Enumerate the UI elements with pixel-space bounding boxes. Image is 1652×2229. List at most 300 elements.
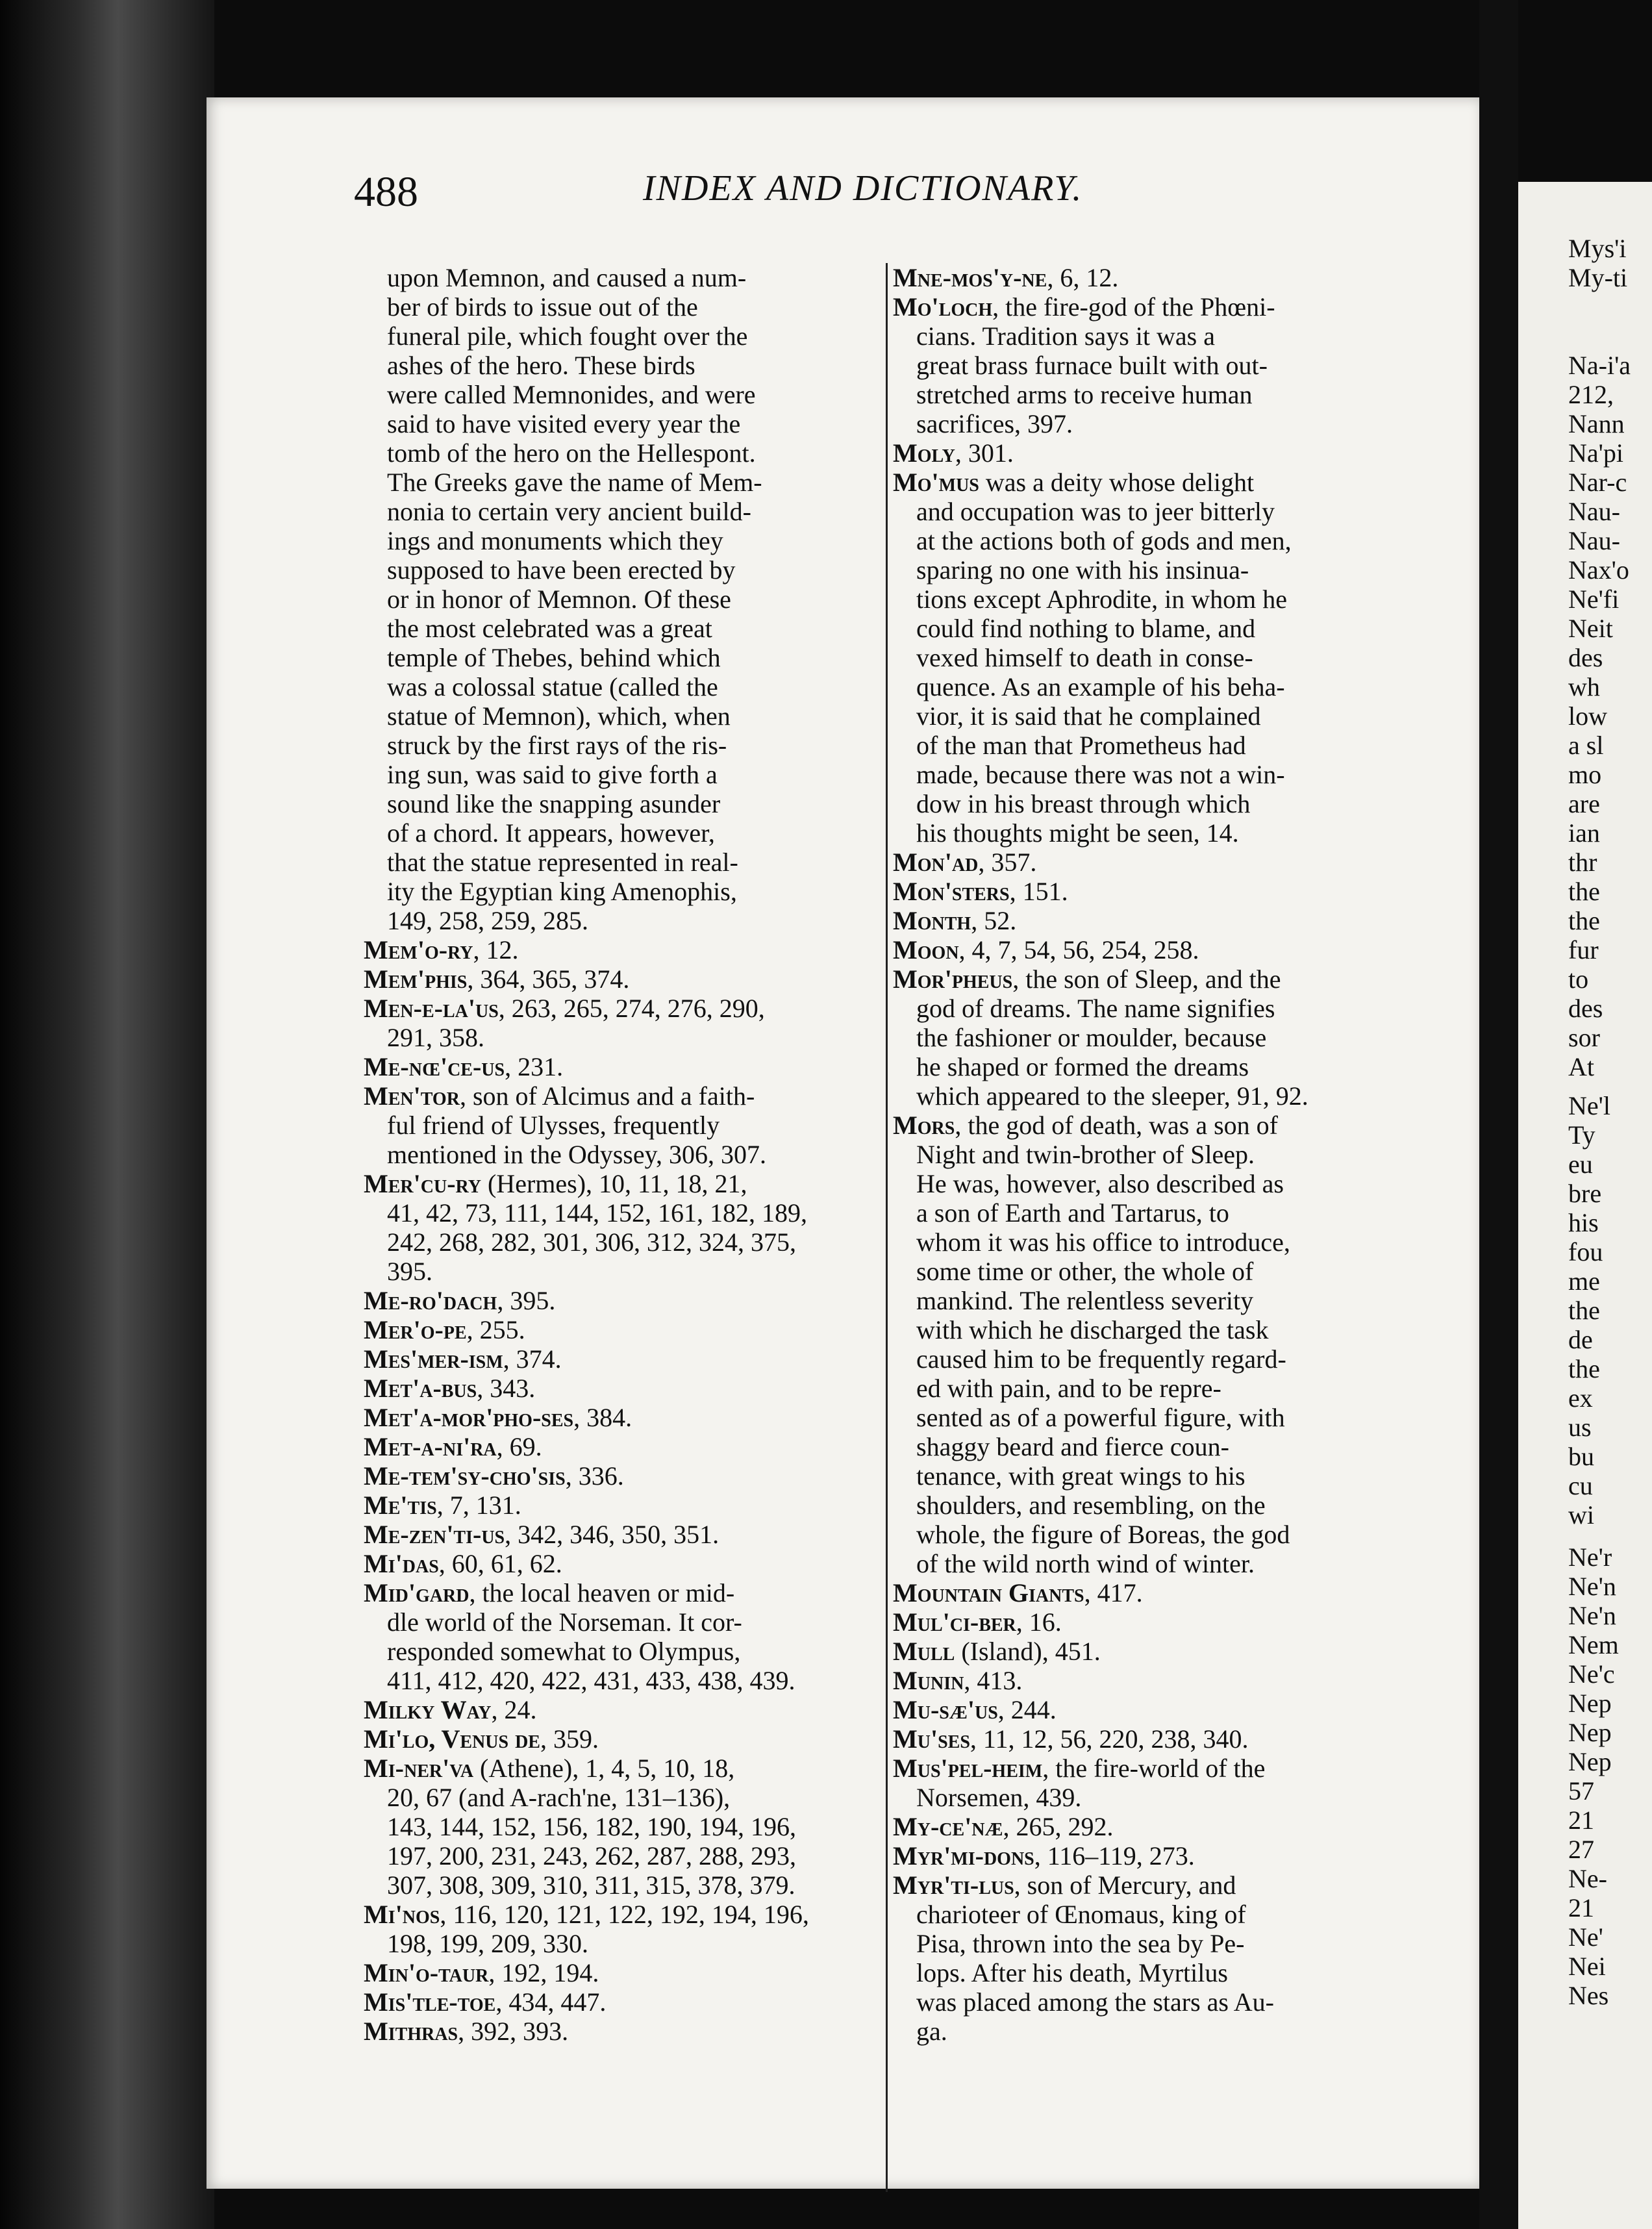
index-line: [893, 818, 1412, 848]
entry-text: that the statue represented in real-: [387, 848, 738, 877]
index-line: [364, 1607, 870, 1637]
entry-text: , 336.: [565, 1461, 624, 1491]
index-line: [364, 585, 870, 614]
entry-text: , 392, 393.: [458, 2017, 569, 2046]
entry-text: , the fire-god of the Phœni-: [992, 292, 1275, 321]
index-line: [364, 789, 870, 818]
index-entry: [893, 263, 1412, 292]
entry-text: stretched arms to receive human: [916, 380, 1253, 409]
facing-page-fragment: Nem: [1568, 1630, 1619, 1659]
index-entry: [893, 292, 1412, 321]
index-entry: [364, 1169, 870, 1198]
index-line: [893, 351, 1412, 380]
entry-text: dow in his breast through which: [916, 789, 1251, 818]
facing-page-fragment: me: [1568, 1266, 1600, 1296]
entry-text: , 359.: [540, 1724, 599, 1754]
entry-text: 307, 308, 309, 310, 311, 315, 378, 379.: [387, 1870, 795, 1900]
facing-page-fragment: Nax'o: [1568, 555, 1629, 585]
index-line: [893, 1461, 1412, 1491]
index-line: [893, 409, 1412, 438]
index-line: [364, 906, 870, 935]
index-line: [364, 731, 870, 760]
entry-text: The Greeks gave the name of Mem-: [387, 468, 762, 497]
book-spine-shadow: [0, 0, 214, 2229]
entry-headword: Me-zen'ti-us: [364, 1520, 505, 1549]
index-line: [364, 526, 870, 555]
entry-headword: Mu-sæ'us: [893, 1695, 998, 1724]
index-line: [364, 380, 870, 409]
entry-headword: Mul'ci-ber: [893, 1607, 1016, 1637]
index-line: [893, 1052, 1412, 1081]
facing-page-fragment: Ne'l: [1568, 1091, 1610, 1120]
entry-headword: Mi-ner'va: [364, 1754, 474, 1783]
index-entry: [364, 1315, 870, 1344]
entry-text: 41, 42, 73, 111, 144, 152, 161, 182, 189,: [387, 1198, 808, 1228]
entry-text: or in honor of Memnon. Of these: [387, 585, 731, 614]
index-entry: [364, 1695, 870, 1724]
entry-text: which appeared to the sleeper, 91, 92.: [916, 1081, 1308, 1111]
entry-text: ashes of the hero. These birds: [387, 351, 695, 380]
entry-text: (Hermes), 10, 11, 18, 21,: [481, 1169, 747, 1198]
entry-headword: Mountain Giants: [893, 1578, 1084, 1607]
entry-headword: Met'a-mor'pho-ses: [364, 1403, 574, 1432]
facing-page-fragment: cu: [1568, 1471, 1593, 1500]
index-line: [893, 1344, 1412, 1374]
entry-text: , 52.: [971, 906, 1017, 935]
facing-page-fragment: the: [1568, 877, 1600, 906]
entry-text: ber of birds to issue out of the: [387, 292, 698, 321]
entry-text: upon Memnon, and caused a num-: [387, 263, 747, 292]
entry-headword: Mid'gard: [364, 1578, 469, 1607]
entry-text: whole, the figure of Boreas, the god: [916, 1520, 1290, 1549]
index-line: [364, 263, 870, 292]
entry-text: was a deity whose delight: [979, 468, 1255, 497]
index-line: [893, 1520, 1412, 1549]
entry-headword: Mo'mus: [893, 468, 979, 497]
index-line: [893, 994, 1412, 1023]
page-number: 488: [354, 168, 418, 216]
facing-page-fragment: the: [1568, 1296, 1600, 1325]
entry-text: sparing no one with his insinua-: [916, 555, 1249, 585]
entry-text: , 60, 61, 62.: [438, 1549, 562, 1578]
facing-page-fragment: Nann: [1568, 409, 1625, 438]
entry-text: quence. As an example of his beha-: [916, 672, 1285, 701]
index-line: [893, 1257, 1412, 1286]
entry-text: the most celebrated was a great: [387, 614, 712, 643]
entry-text: ings and monuments which they: [387, 526, 723, 555]
entry-text: said to have visited every year the: [387, 409, 741, 438]
index-line: [893, 1169, 1412, 1198]
index-line: [893, 1374, 1412, 1403]
entry-text: cians. Tradition says it was a: [916, 321, 1215, 351]
facing-page-fragment: sor: [1568, 1023, 1600, 1052]
index-line: [364, 1111, 870, 1140]
entry-headword: Milky Way: [364, 1695, 492, 1724]
facing-page-fragment: 21: [1568, 1806, 1594, 1835]
entry-text: sacrifices, 397.: [916, 409, 1073, 438]
index-line: [364, 1257, 870, 1286]
entry-text: a son of Earth and Tartarus, to: [916, 1198, 1229, 1228]
index-line: [893, 1432, 1412, 1461]
facing-page-fragment: Ne'n: [1568, 1601, 1616, 1630]
entry-headword: Met-a-ni'ra: [364, 1432, 497, 1461]
entry-text: were called Memnonides, and were: [387, 380, 756, 409]
index-line: [893, 585, 1412, 614]
entry-headword: Munin: [893, 1666, 964, 1695]
entry-text: , 151.: [1009, 877, 1068, 906]
entry-headword: Met'a-bus: [364, 1374, 477, 1403]
entry-text: , 69.: [496, 1432, 542, 1461]
index-line: [893, 614, 1412, 643]
facing-page-fragment: ian: [1568, 818, 1600, 848]
index-column-left: [364, 263, 870, 2046]
index-line: [364, 760, 870, 789]
entry-headword: Me-nœ'ce-us: [364, 1052, 505, 1081]
entry-text: mankind. The relentless severity: [916, 1286, 1254, 1315]
index-entry: [364, 1491, 870, 1520]
index-line: [364, 1666, 870, 1695]
index-entry: [893, 877, 1412, 906]
facing-page-fragment: eu: [1568, 1150, 1593, 1179]
facing-page-fragment: des: [1568, 994, 1603, 1023]
entry-headword: Mor'pheus: [893, 964, 1013, 994]
index-line: [364, 497, 870, 526]
index-line: [893, 2017, 1412, 2046]
index-line: [364, 1023, 870, 1052]
entry-text: , 11, 12, 56, 220, 238, 340.: [970, 1724, 1249, 1754]
index-entry: [364, 1754, 870, 1783]
entry-text: vexed himself to death in conse-: [916, 643, 1253, 672]
entry-text: shaggy beard and fierce coun-: [916, 1432, 1229, 1461]
index-entry: [364, 1052, 870, 1081]
entry-headword: Me'tis: [364, 1491, 437, 1520]
entry-text: Norsemen, 439.: [916, 1783, 1082, 1812]
entry-headword: Mer'cu-ry: [364, 1169, 481, 1198]
index-entry: [364, 1432, 870, 1461]
index-line: [364, 438, 870, 468]
entry-text: god of dreams. The name signifies: [916, 994, 1275, 1023]
index-entry: [893, 1695, 1412, 1724]
index-entry: [893, 1111, 1412, 1140]
entry-text: responded somewhat to Olympus,: [387, 1637, 741, 1666]
index-entry: [364, 994, 870, 1023]
index-line: [893, 555, 1412, 585]
entry-text: , 343.: [477, 1374, 536, 1403]
entry-text: with which he discharged the task: [916, 1315, 1269, 1344]
facing-page-fragment: thr: [1568, 848, 1597, 877]
entry-text: , 7, 131.: [436, 1491, 521, 1520]
entry-text: he shaped or formed the dreams: [916, 1052, 1249, 1081]
entry-headword: Mus'pel-heim: [893, 1754, 1043, 1783]
index-entry: [364, 2017, 870, 2046]
entry-text: Night and twin-brother of Sleep.: [916, 1140, 1255, 1169]
facing-page-fragment: At: [1568, 1052, 1594, 1081]
index-entry: [893, 848, 1412, 877]
entry-text: statue of Memnon), which, when: [387, 701, 731, 731]
index-line: [364, 1228, 870, 1257]
entry-text: at the actions both of gods and men,: [916, 526, 1292, 555]
entry-text: 198, 199, 209, 330.: [387, 1929, 588, 1958]
entry-headword: Month: [893, 906, 971, 935]
entry-text: 20, 67 (and A-rach'ne, 131–136),: [387, 1783, 731, 1812]
facing-page-fragment: Na'pi: [1568, 438, 1623, 468]
index-entry: [893, 1754, 1412, 1783]
index-line: [893, 1228, 1412, 1257]
facing-page-fragment: 27: [1568, 1835, 1594, 1864]
index-line: [364, 1929, 870, 1958]
entry-text: of a chord. It appears, however,: [387, 818, 715, 848]
index-entry: [893, 906, 1412, 935]
facing-page-fragment: Nau-: [1568, 497, 1620, 526]
entry-text: 143, 144, 152, 156, 182, 190, 194, 196,: [387, 1812, 796, 1841]
entry-text: , 364, 365, 374.: [467, 964, 630, 994]
facing-page-fragment: the: [1568, 1354, 1600, 1383]
entry-headword: Mi'nos: [364, 1900, 440, 1929]
index-entry: [364, 1549, 870, 1578]
entry-headword: Moon: [893, 935, 959, 964]
index-line: [364, 848, 870, 877]
facing-page-fragment: the: [1568, 906, 1600, 935]
index-entry: [364, 1958, 870, 1987]
entry-text: 242, 268, 282, 301, 306, 312, 324, 375,: [387, 1228, 796, 1257]
page-gutter: [1479, 0, 1518, 2229]
index-entry: [364, 1403, 870, 1432]
facing-page-fragment: Ne'r: [1568, 1543, 1612, 1572]
index-line: [364, 292, 870, 321]
entry-text: , 116–119, 273.: [1034, 1841, 1195, 1870]
facing-page-fragment: 21: [1568, 1893, 1594, 1922]
entry-text: tions except Aphrodite, in whom he: [916, 585, 1288, 614]
index-entry: [364, 1344, 870, 1374]
index-line: [893, 1929, 1412, 1958]
index-entry: [364, 1374, 870, 1403]
entry-headword: Mull: [893, 1637, 955, 1666]
index-entry: [893, 1637, 1412, 1666]
entry-text: shoulders, and resembling, on the: [916, 1491, 1266, 1520]
index-entry: [893, 438, 1412, 468]
facing-page-fragment: mo: [1568, 760, 1602, 789]
entry-headword: Me-ro'dach: [364, 1286, 497, 1315]
facing-page-fragment: to: [1568, 964, 1589, 994]
entry-headword: Mo'loch: [893, 292, 993, 321]
entry-text: 197, 200, 231, 243, 262, 287, 288, 293,: [387, 1841, 796, 1870]
index-line: [893, 1987, 1412, 2017]
index-line: [893, 1958, 1412, 1987]
entry-text: ful friend of Ulysses, frequently: [387, 1111, 720, 1140]
index-column-right: [893, 263, 1412, 2046]
entry-text: nonia to certain very ancient build-: [387, 497, 751, 526]
index-line: [364, 468, 870, 497]
index-entry: [893, 1870, 1412, 1900]
column-rule: [886, 263, 888, 2192]
index-line: [364, 1198, 870, 1228]
index-entry: [364, 1987, 870, 2017]
index-line: [893, 789, 1412, 818]
facing-page-fragment: Ne': [1568, 1922, 1603, 1952]
index-line: [364, 614, 870, 643]
entry-text: ga.: [916, 2017, 947, 2046]
entry-text: charioteer of Œnomaus, king of: [916, 1900, 1246, 1929]
index-line: [364, 1140, 870, 1169]
facing-page-fragment: Neit: [1568, 614, 1613, 643]
facing-page-fragment: Nei: [1568, 1952, 1606, 1981]
index-entry: [893, 1724, 1412, 1754]
entry-text: sound like the snapping asunder: [387, 789, 721, 818]
facing-page-fragment: 212,: [1568, 380, 1614, 409]
index-entry: [893, 935, 1412, 964]
entry-text: , 24.: [491, 1695, 537, 1724]
entry-text: was placed among the stars as Au-: [916, 1987, 1274, 2017]
facing-page-fragment: ex: [1568, 1383, 1593, 1413]
index-entry: [364, 1724, 870, 1754]
entry-text: , 231.: [505, 1052, 564, 1081]
entry-text: , the son of Sleep, and the: [1012, 964, 1281, 994]
index-line: [364, 701, 870, 731]
index-entry: [893, 1578, 1412, 1607]
entry-text: tenance, with great wings to his: [916, 1461, 1245, 1491]
entry-text: , son of Mercury, and: [1014, 1870, 1236, 1900]
entry-headword: Myr'ti-lus: [893, 1870, 1014, 1900]
facing-page-fragment: bre: [1568, 1179, 1602, 1208]
index-entry: [893, 1666, 1412, 1695]
facing-page-fragment: Ne'fi: [1568, 585, 1620, 614]
entry-text: great brass furnace built with out-: [916, 351, 1268, 380]
facing-page-fragment: low: [1568, 701, 1607, 731]
index-line: [364, 643, 870, 672]
index-entry: [893, 1607, 1412, 1637]
index-line: [893, 1549, 1412, 1578]
entry-text: of the man that Prometheus had: [916, 731, 1246, 760]
entry-headword: Mi'lo, Venus de: [364, 1724, 540, 1754]
index-entry: [364, 1520, 870, 1549]
facing-page-fragment: Ne'n: [1568, 1572, 1616, 1601]
index-line: [893, 321, 1412, 351]
index-entry: [364, 1286, 870, 1315]
entry-text: struck by the first rays of the ris-: [387, 731, 727, 760]
entry-text: whom it was his office to introduce,: [916, 1228, 1290, 1257]
entry-headword: Me-tem'sy-cho'sis: [364, 1461, 566, 1491]
facing-page-fragment: Ne-: [1568, 1864, 1607, 1893]
index-line: [364, 409, 870, 438]
entry-headword: Men'tor: [364, 1081, 460, 1111]
index-line: [364, 555, 870, 585]
index-entry: [364, 1900, 870, 1929]
entry-text: , 263, 265, 274, 276, 290,: [498, 994, 765, 1023]
facing-page-fragment: wi: [1568, 1500, 1594, 1530]
facing-page-fragment: Na-i'a: [1568, 351, 1631, 380]
facing-page-fragment: fou: [1568, 1237, 1603, 1266]
facing-page-fragment: are: [1568, 789, 1600, 818]
facing-page-fragment: Nar-c: [1568, 468, 1627, 497]
entry-text: 291, 358.: [387, 1023, 484, 1052]
index-line: [364, 1783, 870, 1812]
entry-headword: Mithras: [364, 2017, 458, 2046]
facing-page-fragment: de: [1568, 1325, 1593, 1354]
facing-page-fragment: wh: [1568, 672, 1600, 701]
index-line: [893, 643, 1412, 672]
entry-text: 411, 412, 420, 422, 431, 433, 438, 439.: [387, 1666, 795, 1695]
entry-text: , 116, 120, 121, 122, 192, 194, 196,: [440, 1900, 809, 1929]
running-head: INDEX AND DICTIONARY.: [643, 168, 1083, 208]
entry-text: , the local heaven or mid-: [469, 1578, 735, 1607]
index-line: [893, 1783, 1412, 1812]
entry-text: He was, however, also described as: [916, 1169, 1284, 1198]
index-entry: [893, 1812, 1412, 1841]
entry-text: , 374.: [503, 1344, 562, 1374]
index-line: [364, 818, 870, 848]
index-entry: [893, 1841, 1412, 1870]
entry-text: 149, 258, 259, 285.: [387, 906, 588, 935]
index-line: [893, 1315, 1412, 1344]
entry-text: ity the Egyptian king Amenophis,: [387, 877, 737, 906]
entry-text: could find nothing to blame, and: [916, 614, 1256, 643]
entry-text: temple of Thebes, behind which: [387, 643, 721, 672]
entry-text: , 395.: [497, 1286, 556, 1315]
entry-headword: Mem'o-ry: [364, 935, 473, 964]
entry-text: and occupation was to jeer bitterly: [916, 497, 1275, 526]
entry-text: , 384.: [573, 1403, 632, 1432]
entry-text: lops. After his death, Myrtilus: [916, 1958, 1228, 1987]
facing-page-fragment: 57: [1568, 1776, 1594, 1806]
facing-page-fragment: Nep: [1568, 1747, 1612, 1776]
facing-page-fragment: fur: [1568, 935, 1599, 964]
entry-headword: Men-e-la'us: [364, 994, 499, 1023]
index-line: [364, 672, 870, 701]
entry-text: , 342, 346, 350, 351.: [505, 1520, 720, 1549]
index-entry: [364, 1081, 870, 1111]
entry-headword: Mors: [893, 1111, 955, 1140]
entry-text: , 413.: [964, 1666, 1023, 1695]
entry-text: supposed to have been erected by: [387, 555, 736, 585]
entry-text: some time or other, the whole of: [916, 1257, 1254, 1286]
index-entry: [364, 935, 870, 964]
index-entry: [364, 964, 870, 994]
index-line: [893, 1403, 1412, 1432]
entry-text: , 301.: [955, 438, 1014, 468]
index-line: [364, 1812, 870, 1841]
index-line: [893, 1140, 1412, 1169]
index-line: [893, 1900, 1412, 1929]
facing-page-fragment: Nau-: [1568, 526, 1620, 555]
entry-text: ing sun, was said to give forth a: [387, 760, 718, 789]
entry-text: funeral pile, which fought over the: [387, 321, 748, 351]
entry-headword: Min'o-taur: [364, 1958, 489, 1987]
entry-headword: Mer'o-pe: [364, 1315, 467, 1344]
index-entry: [364, 1461, 870, 1491]
entry-text: , the fire-world of the: [1042, 1754, 1266, 1783]
entry-text: , 12.: [473, 935, 519, 964]
index-line: [893, 1491, 1412, 1520]
index-line: [893, 701, 1412, 731]
facing-page-fragment: his: [1568, 1208, 1599, 1237]
entry-text: , 357.: [978, 848, 1037, 877]
entry-text: , 265, 292.: [1003, 1812, 1114, 1841]
entry-headword: Mu'ses: [893, 1724, 970, 1754]
index-line: [893, 760, 1412, 789]
index-line: [893, 1023, 1412, 1052]
facing-page-fragment: Ty: [1568, 1120, 1596, 1150]
index-line: [893, 1198, 1412, 1228]
entry-text: (Island), 451.: [955, 1637, 1101, 1666]
facing-page-fragment: a sl: [1568, 731, 1604, 760]
entry-text: Pisa, thrown into the sea by Pe-: [916, 1929, 1245, 1958]
entry-text: dle world of the Norseman. It cor-: [387, 1607, 742, 1637]
entry-headword: Mne-mos'y-ne: [893, 263, 1047, 292]
index-line: [893, 731, 1412, 760]
index-entry: [893, 468, 1412, 497]
entry-headword: Moly: [893, 438, 955, 468]
index-line: [893, 526, 1412, 555]
